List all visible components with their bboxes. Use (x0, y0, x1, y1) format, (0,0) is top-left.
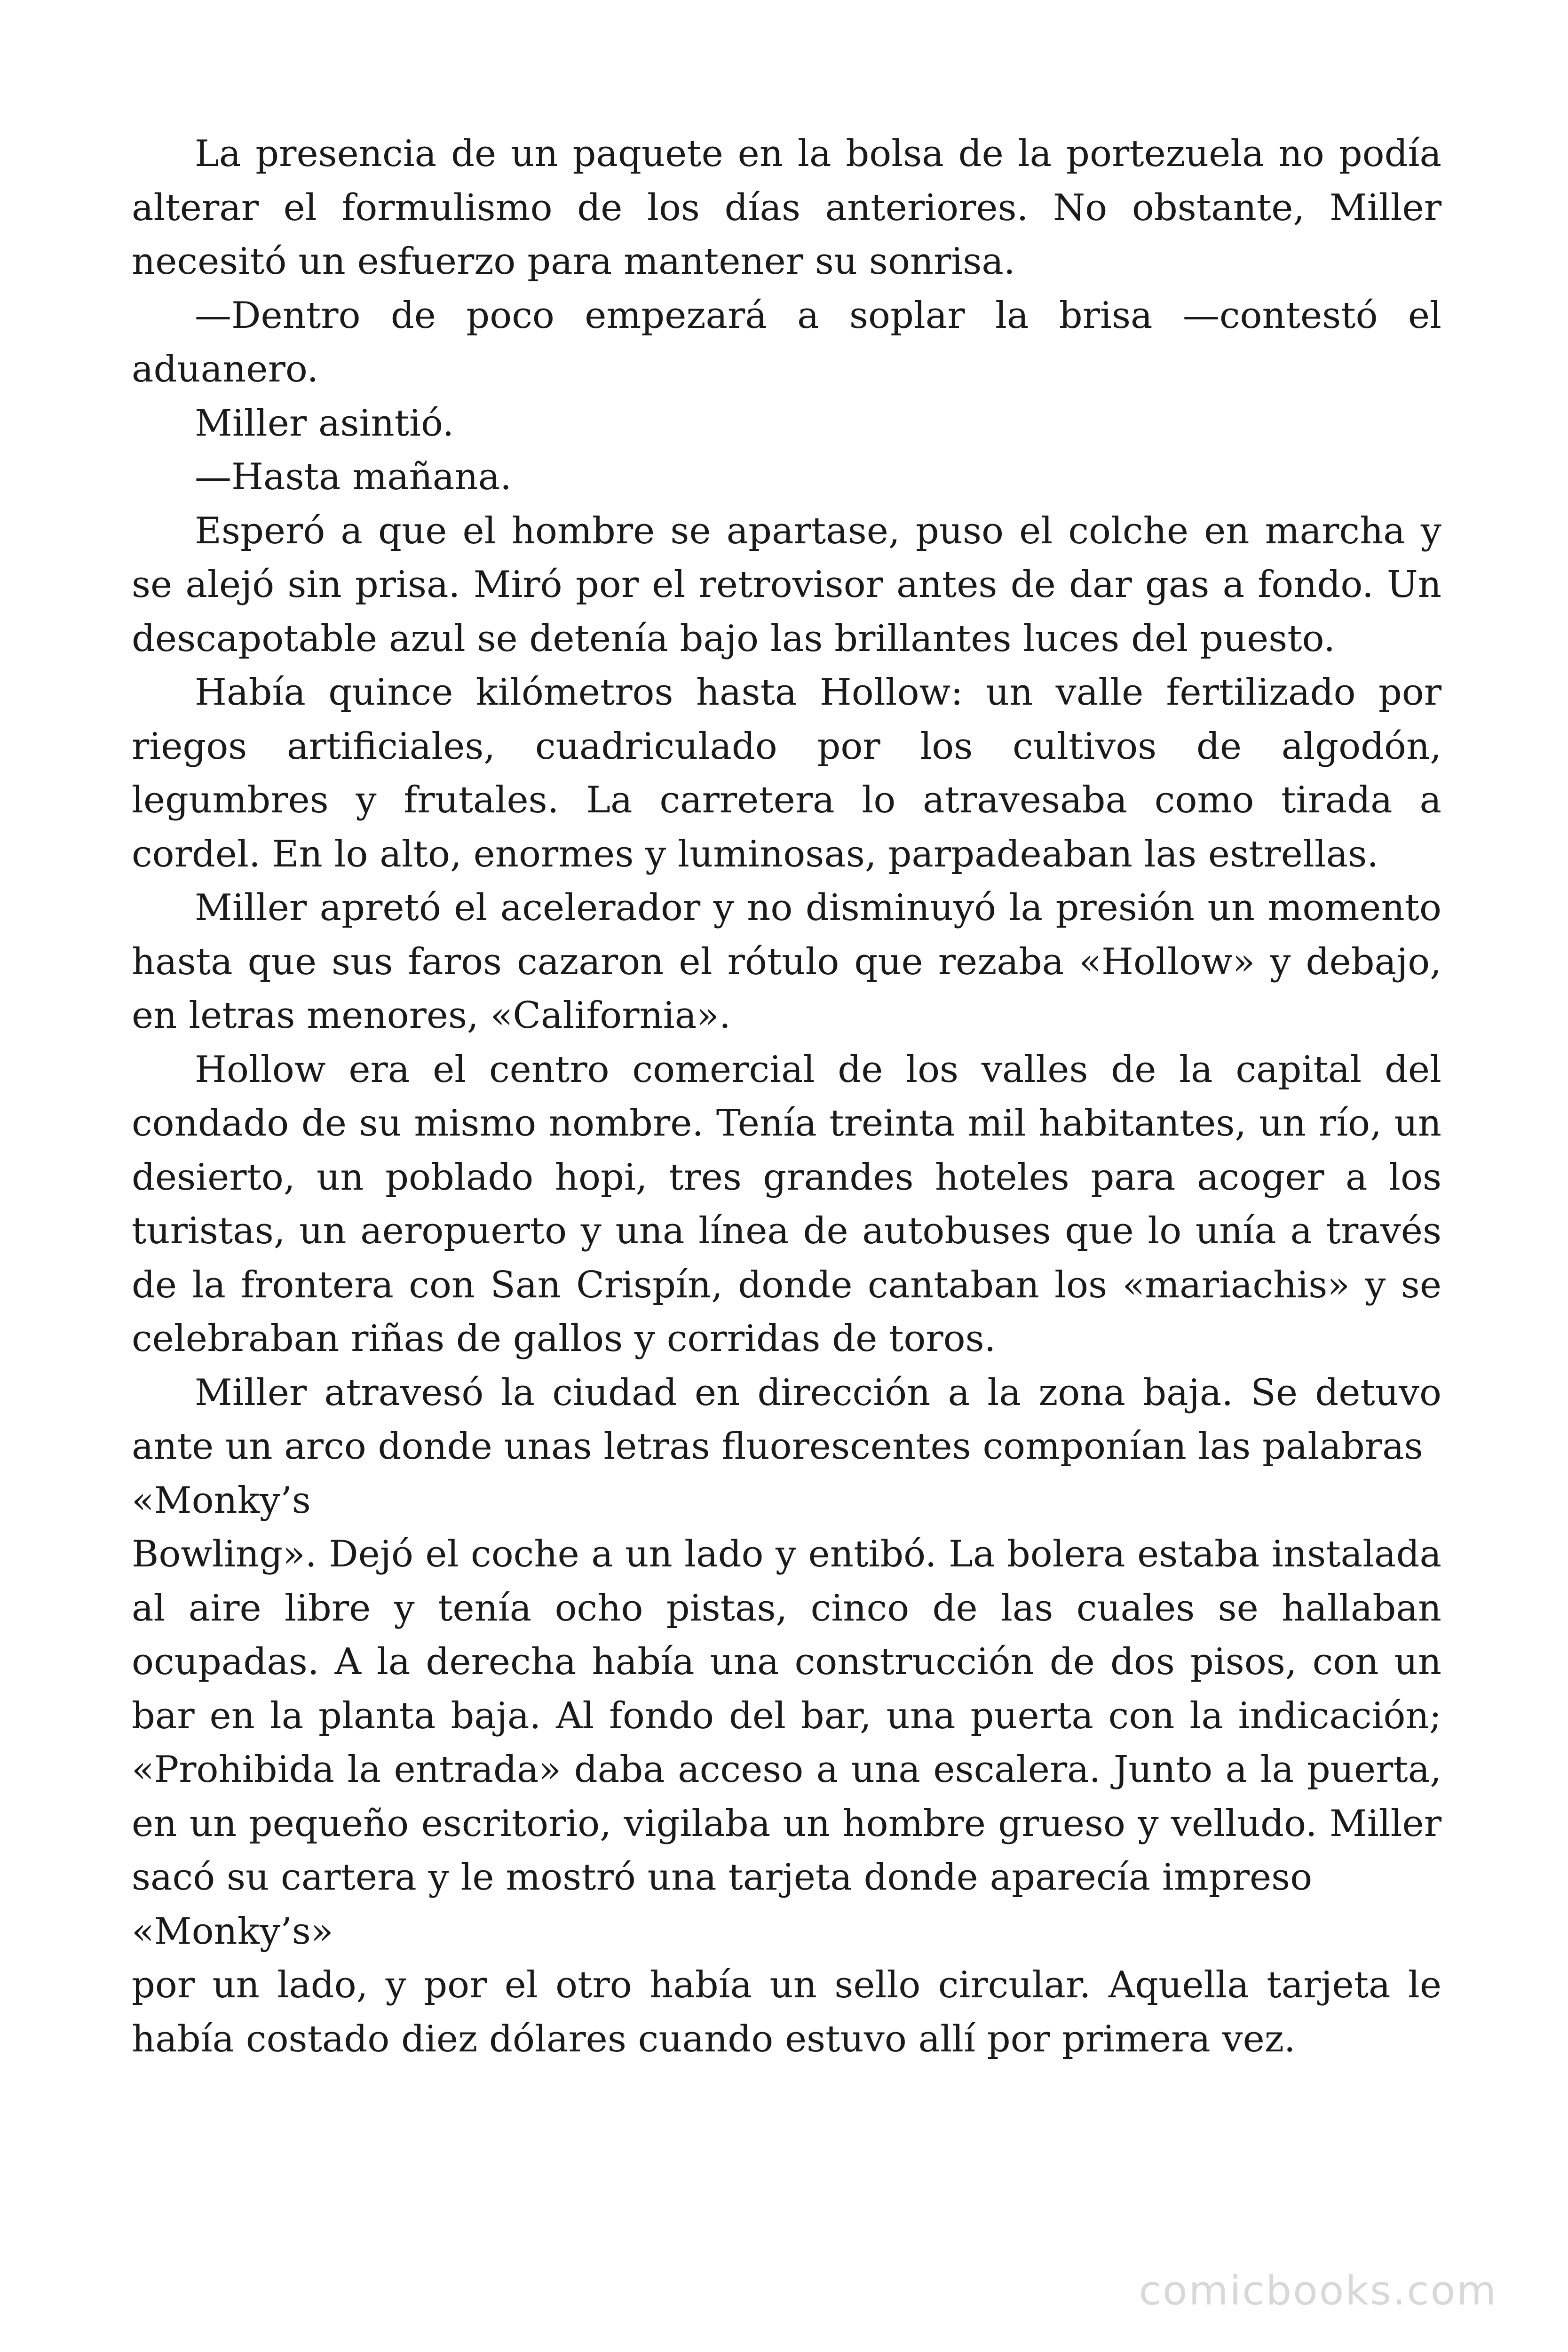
paragraph: Bowling». Dejó el coche a un lado y entibó. La bolera estaba instalada al aire libre y tenía ocho pistas, cinco de las cuales se hallaban ocupadas. A la derecha había una construcción de dos pisos, con un bar en la planta baja. Al fondo del bar, una puerta con la indicación; «Prohibida la entrada» daba acceso a una escalera. Junto a la puerta, en un pequeño escritorio, vigilaba un hombre grueso y velludo. Miller sacó su cartera y le mostró una tarjeta donde aparecía impreso (132, 1533, 1441, 1899)
paragraph: por un lado, y por el otro había un sello circular. Aquella tarjeta le había costado diez dólares cuando estuvo allí por primera vez. (132, 1964, 1441, 2060)
paragraph: La presencia de un paquete en la bolsa de la portezuela no podía alterar el formulismo de los días anteriores. No obstante, Miller necesitó un esfuerzo para mantener su sonrisa. (132, 133, 1441, 283)
paragraph: «Monky’s» (132, 1910, 333, 1953)
paragraph: Hollow era el centro comercial de los valles de la capital del condado de su mismo nombre. Tenía treinta mil habitantes, un río, un desierto, un poblado hopi, tres grandes hoteles para acoger a los turistas, un aeropuerto y una línea de autobuses que lo unía a través de la frontera con San Crispín, donde cantaban los «mariachis» y se celebraban riñas de gallos y corridas de toros. (132, 1048, 1441, 1360)
paragraph: Miller atravesó la ciudad en dirección a la zona baja. Se detuvo ante un arco donde unas letras fluorescentes componían las palabras (132, 1371, 1441, 1468)
paragraph: —Dentro de poco empezará a soplar la brisa —contestó el aduanero. (132, 294, 1441, 390)
paragraph: Había quince kilómetros hasta Hollow: un valle fertilizado por riegos artificiales, cuadriculado por los cultivos de algodón, legumbres y frutales. La carretera lo atravesaba como tirada a cordel. En lo alto, enormes y luminosas, parpadeaban las estrellas. (132, 671, 1441, 875)
paragraph: Miller asintió. (195, 402, 454, 445)
paragraph: Miller apretó el acelerador y no disminuyó la presión un momento hasta que sus faros cazaron el rótulo que rezaba «Hollow» y debajo, en letras menores, «California». (132, 887, 1441, 1037)
paragraph: «Monky’s (132, 1479, 311, 1522)
paragraph: Esperó a que el hombre se apartase, puso el colche en marcha y se alejó sin prisa. Miró por el retrovisor antes de dar gas a fondo. Un descapotable azul se detenía bajo las brillantes luces del puesto. (132, 509, 1441, 660)
paragraph: —Hasta mañana. (195, 456, 512, 498)
book-page (132, 127, 1441, 2066)
watermark: comicbooks.com (1139, 2267, 1497, 2314)
